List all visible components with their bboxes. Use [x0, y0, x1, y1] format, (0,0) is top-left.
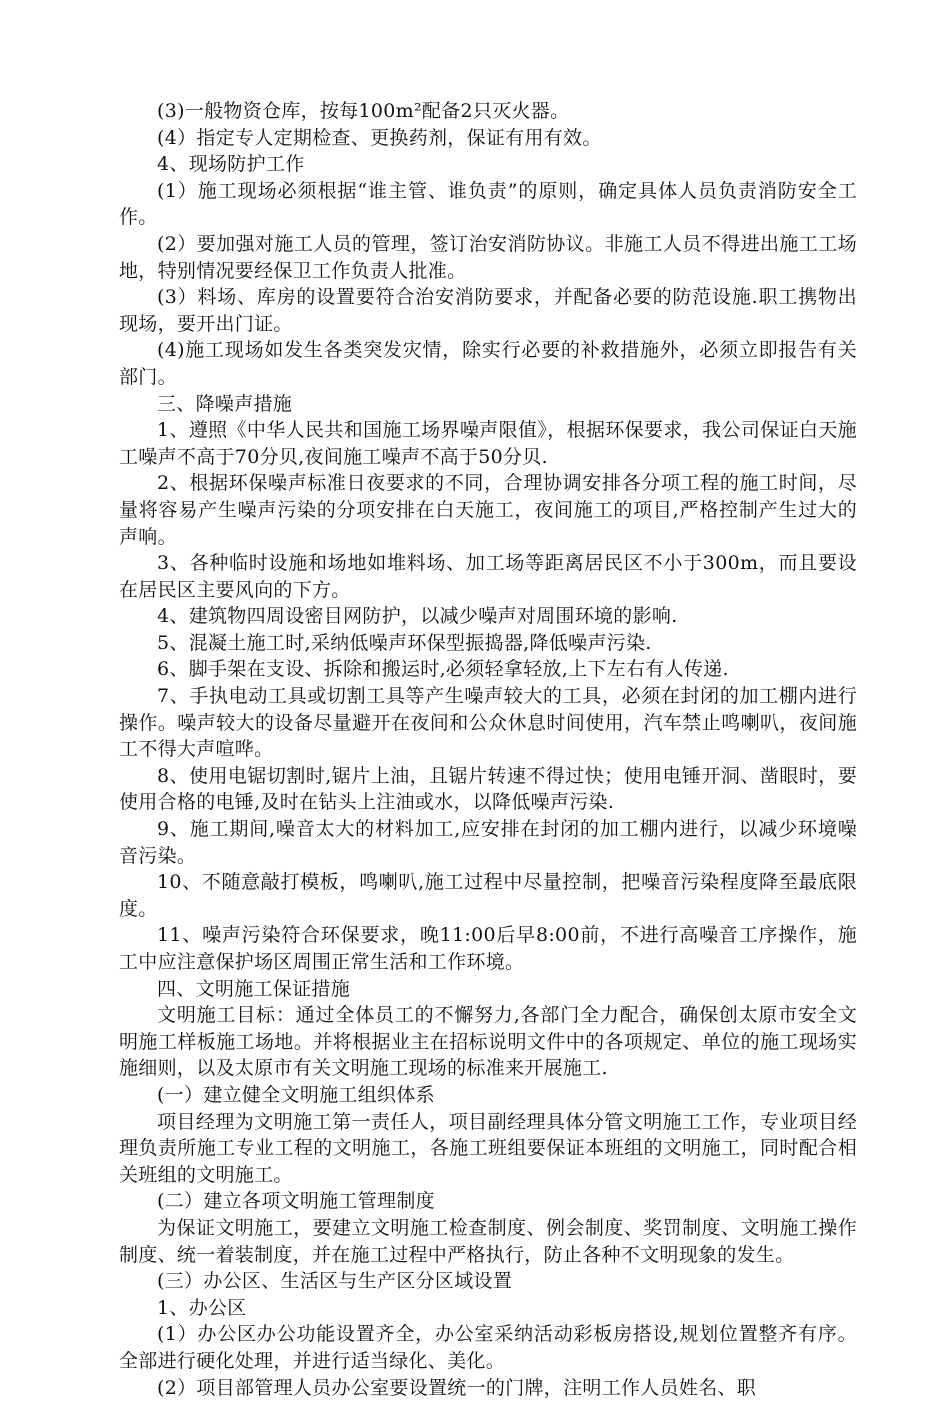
- section-heading: 1、办公区: [119, 1295, 857, 1322]
- section-heading: 三、降噪声措施: [119, 391, 857, 418]
- paragraph: (4）指定专人定期检查、更换药剂，保证有用有效。: [119, 125, 857, 152]
- section-heading: 4、现场防护工作: [119, 151, 857, 178]
- section-heading: 四、文明施工保证措施: [119, 976, 857, 1003]
- paragraph: (2）项目部管理人员办公室要设置统一的门牌，注明工作人员姓名、职: [119, 1375, 857, 1401]
- paragraph: 1、遵照《中华人民共和国施工场界噪声限值》，根据环保要求，我公司保证白天施工噪声不高于70分贝,夜间施工噪声不高于50分贝.: [119, 417, 857, 470]
- paragraph: 2、根据环保噪声标准日夜要求的不同，合理协调安排各分项工程的施工时间，尽量将容易产生噪声污染的分项安排在白天施工，夜间施工的项目,严格控制产生过大的声响。: [119, 470, 857, 550]
- paragraph: 5、混凝土施工时,采纳低噪声环保型振捣器,降低噪声污染.: [119, 630, 857, 657]
- paragraph: (2）要加强对施工人员的管理，签订治安消防协议。非施工人员不得进出施工工场地，特别情况要经保卫工作负责人批准。: [119, 231, 857, 284]
- paragraph: 4、建筑物四周设密目网防护，以减少噪声对周围环境的影响.: [119, 603, 857, 630]
- paragraph: 6、脚手架在支设、拆除和搬运时,必须轻拿轻放,上下左右有人传递.: [119, 656, 857, 683]
- paragraph: 文明施工目标：通过全体员工的不懈努力,各部门全力配合，确保创太原市安全文明施工样板施工场地。并将根据业主在招标说明文件中的各项规定、单位的施工现场实施细则，以及太原市有关文明施工现场的标准来开展施工.: [119, 1002, 857, 1082]
- paragraph: 11、噪声污染符合环保要求，晚11:00后早8:00前，不进行高噪音工序操作，施工中应注意保护场区周围正常生活和工作环境。: [119, 922, 857, 975]
- paragraph: 为保证文明施工，要建立文明施工检查制度、例会制度、奖罚制度、文明施工操作制度、统一着装制度，并在施工过程中严格执行，防止各种不文明现象的发生。: [119, 1215, 857, 1268]
- document-body: [119, 98, 857, 1401]
- paragraph: (3）料场、库房的设置要符合治安消防要求，并配备必要的防范设施.职工携物出现场，要开出门证。: [119, 284, 857, 337]
- subsection-heading: (三）办公区、生活区与生产区分区域设置: [119, 1268, 857, 1295]
- paragraph: (3)一般物资仓库，按每100m²配备2只灭火器。: [119, 98, 857, 125]
- paragraph: 10、不随意敲打模板，鸣喇叭,施工过程中尽量控制，把噪音污染程度降至最底限度。: [119, 869, 857, 922]
- paragraph: 7、手执电动工具或切割工具等产生噪声较大的工具，必须在封闭的加工棚内进行操作。噪声较大的设备尽量避开在夜间和公众休息时间使用，汽车禁止鸣喇叭，夜间施工不得大声喧哗。: [119, 683, 857, 763]
- subsection-heading: (二）建立各项文明施工管理制度: [119, 1188, 857, 1215]
- paragraph: 项目经理为文明施工第一责任人，项目副经理具体分管文明施工工作，专业项目经理负责所施工专业工程的文明施工，各施工班组要保证本班组的文明施工，同时配合相关班组的文明施工。: [119, 1109, 857, 1189]
- subsection-heading: (一）建立健全文明施工组织体系: [119, 1082, 857, 1109]
- paragraph: (1）施工现场必须根据“谁主管、谁负责”的原则，确定具体人员负责消防安全工作。: [119, 178, 857, 231]
- paragraph: (1）办公区办公功能设置齐全，办公室采纳活动彩板房搭设,规划位置整齐有序。全部进行硬化处理，并进行适当绿化、美化。: [119, 1321, 857, 1374]
- paragraph: 8、使用电锯切割时,锯片上油，且锯片转速不得过快；使用电锤开洞、凿眼时，要使用合格的电锤,及时在钻头上注油或水，以降低噪声污染.: [119, 763, 857, 816]
- paragraph: 3、各种临时设施和场地如堆料场、加工场等距离居民区不小于300m，而且要设在居民区主要风向的下方。: [119, 550, 857, 603]
- paragraph: 9、施工期间,噪音太大的材料加工,应安排在封闭的加工棚内进行，以减少环境噪音污染。: [119, 816, 857, 869]
- paragraph: (4)施工现场如发生各类突发灾情，除实行必要的补救措施外，必须立即报告有关部门。: [119, 337, 857, 390]
